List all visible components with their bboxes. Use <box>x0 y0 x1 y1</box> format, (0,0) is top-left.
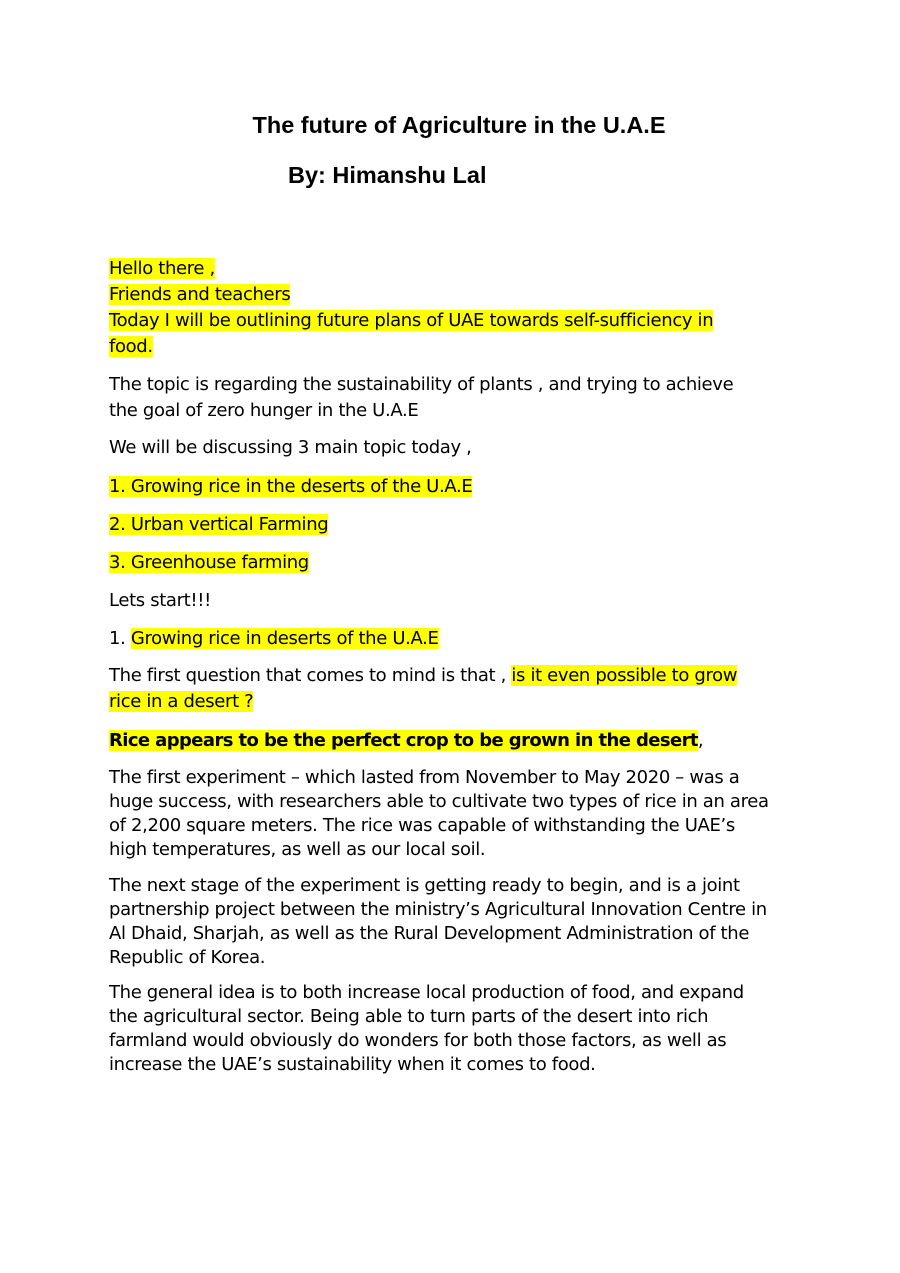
topic-list-item: 2. Urban vertical Farming <box>109 514 329 535</box>
paragraph-2-line: Al Dhaid, Sharjah, as well as the Rural Development Administration of the <box>109 923 750 944</box>
paragraph-3-line: The general idea is to both increase local production of food, and expand <box>109 982 744 1003</box>
lets-start-line: Lets start!!! <box>109 590 211 611</box>
greeting-line-4: food. <box>109 336 153 357</box>
section-1-heading <box>109 626 809 652</box>
paragraph-1-line: high temperatures, as well as our local soil. <box>109 839 486 860</box>
question-line-1: The first question that comes to mind is that , is it even possible to grow <box>109 665 738 686</box>
document-author: By: Himanshu Lal <box>288 162 487 188</box>
greeting-line-3: Today I will be outlining future plans of UAE towards self-sufficiency in <box>109 310 714 331</box>
paragraph-3-line: increase the UAE’s sustainability when it comes to food. <box>109 1054 596 1075</box>
paragraph-1-line: The first experiment – which lasted from November to May 2020 – was a <box>109 767 740 788</box>
greeting-line-1: Hello there , <box>109 258 215 279</box>
claim-line: Rice appears to be the perfect crop to be grown in the desert, <box>109 730 704 751</box>
discussing-line: We will be discussing 3 main topic today , <box>109 437 472 458</box>
topic-list-item: 1. Growing rice in the deserts of the U.A.E <box>109 476 473 497</box>
document-title: The future of Agriculture in the U.A.E <box>252 112 666 138</box>
paragraph-2-line: partnership project between the ministry’s Agricultural Innovation Centre in <box>109 899 767 920</box>
topic-intro-line-2: the goal of zero hunger in the U.A.E <box>109 400 419 421</box>
section-number: 1. <box>109 628 126 649</box>
paragraph-3-line: farmland would obviously do wonders for both those factors, as well as <box>109 1030 727 1051</box>
paragraph-2-line: Republic of Korea. <box>109 947 266 968</box>
paragraph-2-line: The next stage of the experiment is getting ready to begin, and is a joint <box>109 875 740 896</box>
topic-list-item: 3. Greenhouse farming <box>109 552 309 573</box>
question-line-2: rice in a desert ? <box>109 691 254 712</box>
paragraph-1-line: of 2,200 square meters. The rice was capable of withstanding the UAE’s <box>109 815 735 836</box>
topic-intro-line-1: The topic is regarding the sustainability of plants , and trying to achieve <box>109 374 734 395</box>
paragraph-3-line: the agricultural sector. Being able to turn parts of the desert into rich <box>109 1006 709 1027</box>
paragraph-1-line: huge success, with researchers able to cultivate two types of rice in an area <box>109 791 769 812</box>
greeting-line-2: Friends and teachers <box>109 284 291 305</box>
section-title: Growing rice in deserts of the U.A.E <box>130 628 439 649</box>
